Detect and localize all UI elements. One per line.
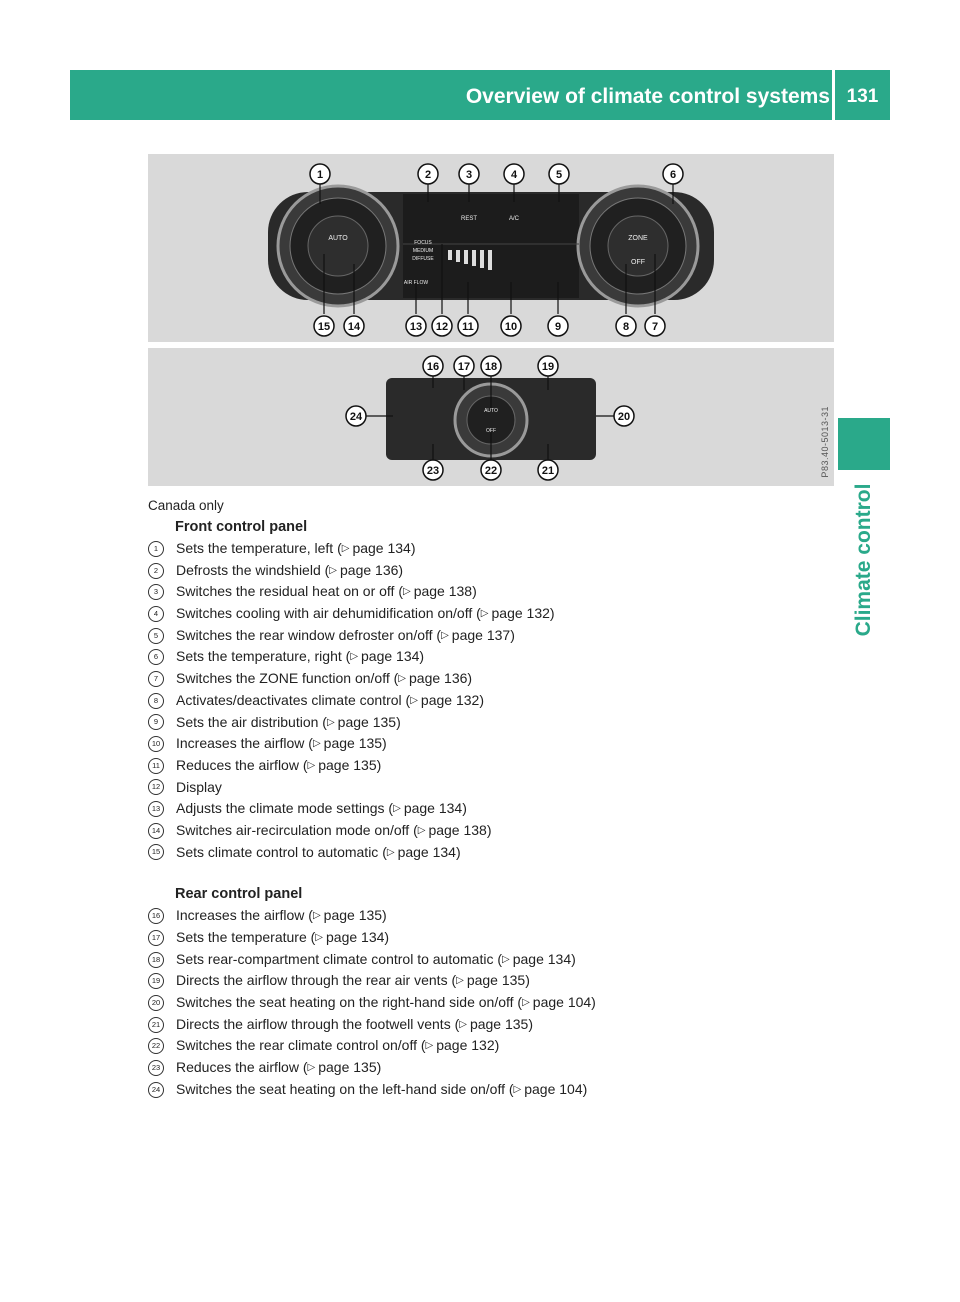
list-item — [148, 798, 828, 820]
item-number-badge: 11 — [148, 758, 164, 774]
page-reference-link[interactable]: page 135) — [318, 756, 382, 773]
page-reference-arrow-icon: ▷ — [393, 803, 401, 815]
page-reference-arrow-icon: ▷ — [513, 1083, 522, 1095]
display-focus: FOCUS — [414, 240, 432, 246]
list-item — [148, 992, 828, 1014]
item-text: Display — [176, 778, 222, 795]
item-number-badge: 7 — [148, 671, 164, 687]
front-panel-illustration — [148, 154, 834, 342]
page-reference-link[interactable]: page 137) — [451, 626, 515, 643]
page-reference-arrow-icon: ▷ — [312, 738, 321, 750]
front-airflow-label: AIR FLOW — [403, 280, 429, 286]
page-reference-arrow-icon: ▷ — [398, 673, 406, 685]
page-reference-link[interactable]: page 135) — [323, 735, 387, 752]
page-reference-link[interactable]: page 132) — [491, 605, 555, 622]
item-number-badge: 1 — [148, 541, 164, 557]
caption: Canada only — [148, 498, 224, 513]
callout-2: 2 — [424, 169, 432, 181]
page-reference-arrow-icon: ▷ — [312, 910, 321, 922]
page-reference-link[interactable]: page 134) — [403, 800, 467, 817]
item-number-badge: 18 — [148, 952, 164, 968]
callout-17: 17 — [457, 361, 471, 373]
item-text: Increases the airflow ( — [176, 907, 313, 924]
item-text: Sets rear-compartment climate control to automatic ( — [176, 950, 503, 967]
side-tab-label: Climate control — [852, 483, 875, 637]
rear-item-list — [148, 905, 828, 1100]
item-text: Sets the temperature, left ( — [176, 540, 342, 556]
callout-8: 8 — [622, 321, 630, 333]
list-item — [148, 603, 828, 625]
item-text: Switches the seat heating on the left-hand side on/off ( — [176, 1080, 514, 1097]
page-reference-arrow-icon: ▷ — [386, 846, 395, 858]
rear-panel-figure — [148, 348, 834, 486]
page-reference-arrow-icon: ▷ — [522, 997, 530, 1009]
item-number-badge: 20 — [148, 995, 164, 1011]
item-text: Activates/deactivates climate control ( — [176, 691, 411, 708]
list-item — [148, 842, 828, 864]
item-text: Defrosts the windshield ( — [176, 561, 330, 578]
page-reference-arrow-icon: ▷ — [441, 629, 449, 641]
page-reference-link[interactable]: page 134) — [397, 843, 461, 860]
figure-code: P83.40-5013-31 — [820, 406, 830, 478]
item-text: Directs the airflow through the footwell vents ( — [176, 1015, 460, 1032]
page-reference-arrow-icon: ▷ — [350, 651, 359, 663]
item-text: Switches the seat heating on the right-hand side on/off ( — [176, 994, 523, 1011]
item-number-badge: 16 — [148, 908, 164, 924]
callout-7: 7 — [651, 321, 659, 333]
rear-section-title: Rear control panel — [175, 886, 303, 903]
rear-auto-label: AUTO — [484, 408, 498, 414]
rear-panel-illustration — [148, 348, 834, 486]
page-reference-arrow-icon: ▷ — [480, 608, 489, 620]
list-item — [148, 777, 828, 799]
callout-22: 22 — [484, 465, 498, 477]
item-number-badge: 15 — [148, 844, 164, 860]
item-text: Switches the ZONE function on/off ( — [176, 670, 399, 687]
callout-5: 5 — [555, 169, 563, 181]
page-reference-link[interactable]: page 132) — [436, 1037, 500, 1054]
side-tab-marker — [838, 418, 890, 470]
front-section-title: Front control panel — [175, 519, 308, 535]
callout-18: 18 — [484, 361, 498, 373]
item-text: Switches cooling with air dehumidification on/off ( — [176, 605, 481, 622]
item-text: Switches the residual heat on or off ( — [176, 583, 403, 600]
item-text: Reduces the airflow ( — [176, 756, 308, 773]
callout-4: 4 — [510, 169, 518, 181]
item-text: Sets climate control to automatic ( — [176, 843, 387, 860]
rear-off-label: OFF — [486, 428, 496, 434]
list-item — [148, 970, 828, 992]
page-reference-link[interactable]: page 104) — [532, 994, 596, 1011]
page-reference-link[interactable]: page 135) — [318, 1059, 382, 1076]
callout-10: 10 — [504, 321, 518, 333]
item-number-badge: 12 — [148, 779, 164, 795]
item-number-badge: 10 — [148, 736, 164, 752]
callout-24: 24 — [349, 411, 363, 423]
callout-9: 9 — [554, 321, 562, 333]
page-reference-link[interactable]: page 135) — [469, 1015, 534, 1032]
item-number-badge: 13 — [148, 801, 164, 817]
page-reference-arrow-icon: ▷ — [417, 824, 426, 836]
item-number-badge: 9 — [148, 714, 164, 730]
page-reference-arrow-icon: ▷ — [402, 586, 411, 598]
front-rest-label: REST — [460, 216, 478, 222]
list-item — [148, 1014, 828, 1036]
item-text: Adjusts the climate mode settings ( — [176, 800, 394, 817]
item-number-badge: 3 — [148, 584, 164, 600]
front-zone-label: ZONE — [628, 235, 648, 242]
item-number-badge: 4 — [148, 606, 164, 622]
callout-6: 6 — [669, 169, 677, 181]
page-reference-arrow-icon: ▷ — [307, 1062, 316, 1074]
page-reference-arrow-icon: ▷ — [425, 1040, 434, 1052]
list-item — [148, 905, 828, 927]
front-panel-figure — [148, 154, 834, 342]
list-item — [148, 690, 828, 712]
page-reference-arrow-icon: ▷ — [410, 694, 418, 706]
page-reference-link[interactable]: page 134) — [352, 540, 416, 556]
page-reference-arrow-icon: ▷ — [502, 953, 510, 965]
item-text: Sets the temperature ( — [176, 929, 316, 945]
page-reference-link[interactable]: page 134) — [512, 950, 576, 967]
callout-12: 12 — [435, 321, 449, 333]
header-bar — [70, 70, 890, 120]
item-text: Directs the airflow through the rear air vents ( — [176, 972, 457, 989]
callout-1: 1 — [316, 169, 324, 181]
list-item — [148, 560, 828, 582]
item-number-badge: 8 — [148, 693, 164, 709]
front-off-label: OFF — [631, 259, 645, 266]
page-reference-link[interactable]: page 138) — [413, 583, 477, 600]
item-number-badge: 19 — [148, 973, 164, 989]
item-text: Increases the airflow ( — [176, 735, 313, 752]
callout-21: 21 — [541, 465, 555, 477]
list-item — [148, 1079, 828, 1101]
list-item — [148, 712, 828, 734]
callout-20: 20 — [617, 411, 631, 423]
item-text: Sets the temperature, right ( — [176, 648, 351, 665]
callout-19: 19 — [541, 361, 555, 373]
list-item — [148, 1057, 828, 1079]
page-reference-link[interactable]: page 104) — [524, 1080, 588, 1097]
list-item — [148, 581, 828, 603]
list-item — [148, 538, 828, 560]
callout-11: 11 — [462, 321, 474, 333]
display-medium: MEDIUM — [412, 248, 434, 254]
list-item — [148, 625, 828, 647]
callout-15: 15 — [317, 321, 331, 333]
item-number-badge: 24 — [148, 1082, 164, 1098]
legend — [148, 496, 828, 1101]
page-reference-link[interactable]: page 135) — [323, 907, 387, 924]
item-text: Switches air-recirculation mode on/off ( — [176, 821, 418, 838]
page-title: Overview of climate control systems — [465, 85, 830, 108]
page-reference-link[interactable]: page 136) — [340, 561, 404, 578]
page-reference-arrow-icon: ▷ — [459, 1018, 467, 1030]
item-number-badge: 23 — [148, 1060, 164, 1076]
list-item — [148, 949, 828, 971]
callout-3: 3 — [465, 169, 473, 181]
item-text: Switches the rear climate control on/off ( — [176, 1037, 426, 1054]
item-number-badge: 5 — [148, 628, 164, 644]
page-reference-arrow-icon: ▷ — [456, 975, 464, 987]
item-number-badge: 6 — [148, 649, 164, 665]
front-item-list — [148, 538, 828, 863]
item-number-badge: 17 — [148, 930, 164, 946]
list-item — [148, 927, 828, 949]
page-reference-link[interactable]: page 134) — [361, 648, 425, 665]
item-text: Sets the air distribution ( — [176, 713, 327, 730]
page-reference-link[interactable]: page 135) — [337, 713, 401, 730]
item-number-badge: 14 — [148, 823, 164, 839]
item-number-badge: 2 — [148, 563, 164, 579]
callout-13: 13 — [409, 321, 423, 333]
list-item — [148, 668, 828, 690]
list-item — [148, 646, 828, 668]
page-reference-link[interactable]: page 135) — [466, 972, 530, 989]
page-reference-link[interactable]: page 136) — [409, 670, 473, 687]
item-number-badge: 22 — [148, 1038, 164, 1054]
display-diffuse: DIFFUSE — [412, 256, 434, 262]
front-ac-label: A/C — [508, 216, 520, 222]
callout-16: 16 — [426, 361, 440, 373]
item-number-badge: 21 — [148, 1017, 164, 1033]
page-reference-link[interactable]: page 138) — [428, 821, 492, 838]
page-reference-link[interactable]: page 134) — [326, 929, 390, 945]
page-reference-link[interactable]: page 132) — [420, 691, 484, 708]
list-item — [148, 755, 828, 777]
list-item — [148, 733, 828, 755]
front-auto-label: AUTO — [328, 235, 348, 242]
callout-14: 14 — [347, 321, 361, 333]
item-text: Switches the rear window defroster on/off ( — [176, 626, 442, 643]
item-text: Reduces the airflow ( — [176, 1059, 308, 1076]
page-number: 131 — [846, 86, 879, 107]
page-reference-arrow-icon: ▷ — [315, 932, 323, 943]
list-item — [148, 1035, 828, 1057]
page-reference-arrow-icon: ▷ — [341, 543, 350, 554]
page-reference-arrow-icon: ▷ — [326, 716, 335, 728]
page-reference-arrow-icon: ▷ — [307, 759, 316, 771]
callout-23: 23 — [426, 465, 440, 477]
list-item — [148, 820, 828, 842]
page-reference-arrow-icon: ▷ — [329, 564, 337, 576]
